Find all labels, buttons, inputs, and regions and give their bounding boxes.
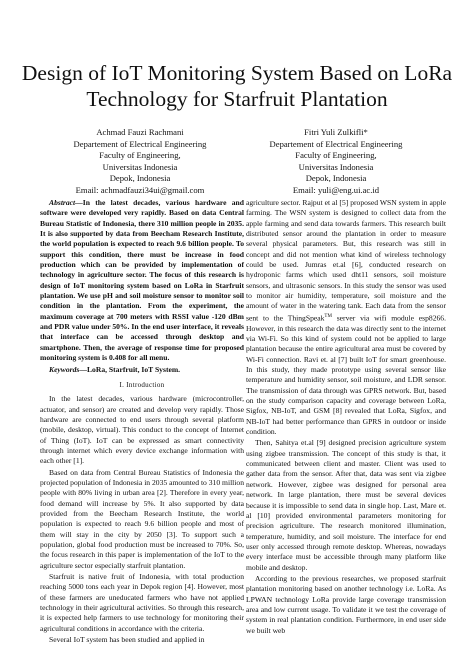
body-paragraph: In the latest decades, various hardware (microcontroller, actuator, and sensor) are created and develop very rapidly. Those hardware are connected to end users through several platform (mobile, desktop, virtual). This conduct to the concept of Internet of Thing (IoT). IoT can be expressed as smart connectivity through internet which every device exchange information with each other [1]. <box>40 394 244 466</box>
keywords-text: LoRa, Starfruit, IoT System. <box>86 364 181 374</box>
body-paragraph <box>246 198 446 437</box>
author-email: Email: yuli@eng.ui.ac.id <box>292 184 380 195</box>
abstract <box>40 198 244 364</box>
author-name: Achmad Fauzi Rachmani <box>96 127 184 137</box>
paragraph-text: agriculture sector. Rajput et al [5] proposed WSN system in apple farming. The WSN system is designed to collect data from the apple farming and send data towards farmers. This research built distributed sensor around the plantation in order to measure several physical parameters. But, this research was still in concept and did not mention what kind of wireless technology could be used. Jumras et.al [6], conducted research on hydroponic farms which used dht11 sensors, soil moisture sensors, and ultrasonic sensors. In this study the sensor was used to monitor air humidity, temperature, soil moisture and the amount of water in the watering tank. Each data from the sensor sent to the ThingSpeak <box>246 198 446 323</box>
author-department: Departement of Electrical Engineering <box>73 138 207 149</box>
author-faculty: Faculty of Engineering, <box>99 150 181 161</box>
body-paragraph: Then, Sahitya et.al [9] designed precision agriculture system using zigbee transmission. The concept of this study is that, it communicated between client and master. Client was used to gather data from the sensor. After that, data was sent via zigbee network. However, zigbee was designed for personal area network. In large plantation, there must be several devices because it is impossible to send data in single hop. Last, Mare et. al [10] provided environmental parameters monitoring for precision agriculture. The research monitored illumination, temperature, humidity, and soil moisture. The interface for end user only accessed through remote desktop. Whereas, nowadays every interface must be accessible through many platform like mobile and desktop. <box>246 438 446 572</box>
body-paragraph: Starfruit is native fruit of Indonesia, with total production reaching 5000 tons each year in Depok region [4]. However, most of these farmers are uneducated farmers who have not applied technology in their agricultural activities. So through this research, it is expected help farmers to use technology for monitoring their agricultural conditions in accordance with the criteria. <box>40 572 244 633</box>
keywords <box>40 365 244 375</box>
right-column <box>246 198 446 637</box>
author-city: Depok, Indonesia <box>109 173 171 184</box>
section-heading-introduction: I. Introduction <box>119 380 165 389</box>
author-block-2 <box>236 127 436 197</box>
keywords-lead: Keywords— <box>49 364 87 374</box>
left-column <box>40 198 244 646</box>
author-block-1 <box>40 127 240 197</box>
body-paragraph: Based on data from Central Bureau Statistics of Indonesia the projected population of Indonesia in 2035 amounted to 310 million people with 80% living in urban area [2]. Therefore in every year, food demand will increase by 5%. It also supported by data provided from the Beecham Research Institute, the world population is expected to reach 9.6 billion people and most of them will stay in the city by 2050 [3]. To support such a population, global food production must be increased to 70%. So, the focus research in this paper is implementation of the IoT to the agriculture sector especially starfruit plantation. <box>40 467 244 570</box>
paper-title: Design of IoT Monitoring System Based on LoRa Technology for Starfruit Plantation <box>21 61 453 111</box>
paragraph-text: server via wifi module esp8266. However, in this research the data was directly sent to the internet via Wi-Fi. So this kind of system could not be applied to large plantation because the entire agricultural area must be covered by Wi-Fi connection. Ravi et. al [7] built IoT for smart greenhouse. In this study, they made prototype using several sensor like temperature and humidity sensor, soil moisture, and LDR sensor. The transmission of data through was GPRS network. But, based on the study comparison capacity and coverage between LoRa, Sigfox, NB-IoT, and GSM [8] revealed that LoRa, Sigfox, and NB-IoT had better performance than GPRS in outdoor or inside condition. <box>246 313 447 437</box>
body-paragraph: According to the previous researches, we proposed starfruit plantation monitoring based on another technology i.e. LoRa. As LPWAN technology LoRa provide large coverage transmission area and low current usage. To validate it we test the coverage of system in real plantation condition. Furthermore, in end user side we built web <box>246 573 446 635</box>
author-university: Universitas Indonesia <box>102 161 178 172</box>
author-email: Email: achmadfauzi34ui@gmail.com <box>75 184 205 195</box>
abstract-text: In the latest decades, various hardware and software were developed very rapidly. Based on data Central Bureau Statistic of Indonesia, there 310 million people in 2035. It is also supported by data from Beecham Research Institute, the world population is expected to reach 9.6 billion people. To support this condition, there must be increase in food production which can be provided by implementation of technology in agriculture sector. The focus of this research is design of IoT monitoring system based on LoRa in Starfruit plantation. We use pH and soil moisture sensor to monitor soil condition in the plantation. From the experiment, the maximum coverage at 700 meters with RSSI value -120 dBm and PDR value under 50%. In the end user interface, it reveals that interface can be accessed through desktop and smartphone. Then, the average of response time for proposed monitoring system is 0.408 for all menu. <box>40 198 244 363</box>
trademark-superscript: TM <box>324 313 332 319</box>
author-city: Depok, Indonesia <box>305 173 367 184</box>
author-faculty: Faculty of Engineering, <box>295 150 377 161</box>
body-paragraph: Several IoT system has been studied and applied in <box>49 635 205 645</box>
abstract-lead: Abstract— <box>49 198 83 207</box>
author-university: Universitas Indonesia <box>298 161 374 172</box>
author-department: Departement of Electrical Engineering <box>269 138 403 149</box>
author-name: Fitri Yuli Zulkifli* <box>304 127 368 137</box>
